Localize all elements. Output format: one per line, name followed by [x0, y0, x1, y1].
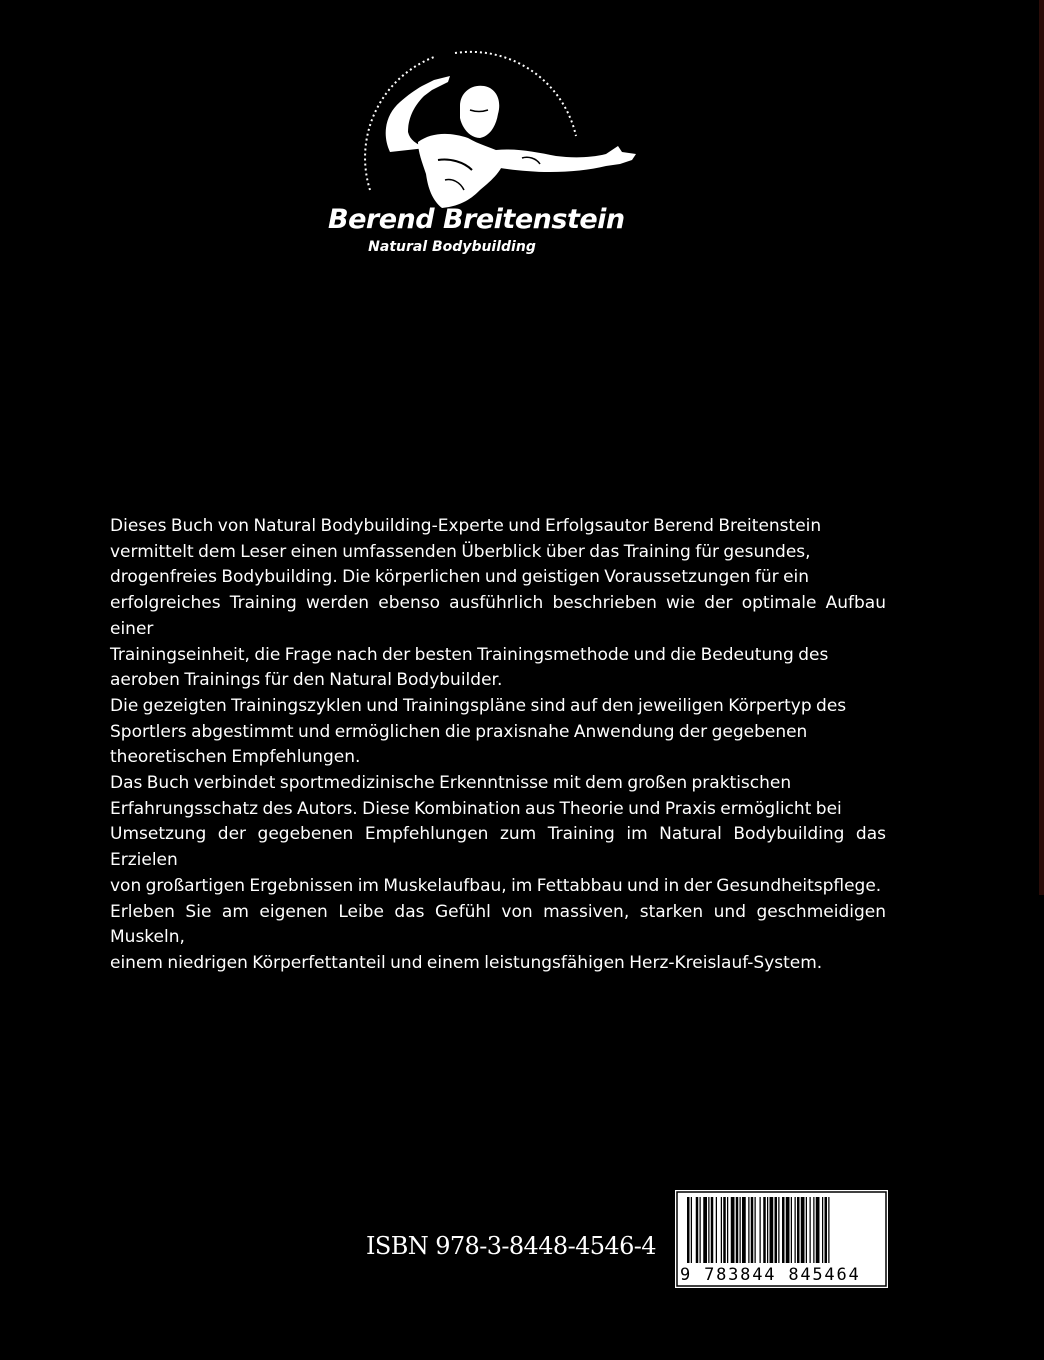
- barcode-bar: [786, 1197, 790, 1263]
- barcode-bar: [723, 1197, 726, 1263]
- barcode-bar: [782, 1197, 785, 1263]
- barcode-bar: [748, 1197, 749, 1263]
- text-line: Die gezeigten Trainingszyklen und Trainingspläne sind auf den jeweiligen Körpertyp des: [110, 695, 847, 716]
- isbn-label: ISBN 978-3-8448-4546-4: [366, 1232, 656, 1260]
- barcode-bar: [696, 1197, 699, 1263]
- barcode-bar: [791, 1197, 792, 1263]
- text-line: theoretischen Empfehlungen.: [110, 747, 361, 768]
- barcode-bar: [760, 1197, 761, 1263]
- book-description: [110, 514, 886, 977]
- barcode-bar: [825, 1197, 828, 1263]
- barcode-bar: [810, 1197, 811, 1263]
- barcode-bar: [687, 1197, 690, 1263]
- barcode-bar: [778, 1197, 779, 1263]
- barcode-bar: [700, 1197, 701, 1263]
- barcode-bar: [795, 1197, 796, 1263]
- barcode-bar: [801, 1197, 805, 1263]
- barcode: [675, 1190, 888, 1288]
- bodybuilder-pose-icon: [300, 40, 640, 270]
- barcode-bar: [767, 1197, 768, 1263]
- barcode-bar: [822, 1197, 823, 1263]
- description-paragraph: [110, 514, 886, 694]
- text-line: Erleben Sie am eigenen Leibe das Gefühl von massiven, starken und geschmeidigen Muskeln,: [110, 901, 886, 948]
- text-line: von großartigen Ergebnissen im Muskelaufbau, im Fettabbau und in der Gesundheitspflege.: [110, 875, 882, 896]
- author-name: Berend Breitenstein: [328, 204, 625, 235]
- barcode-bar: [751, 1197, 754, 1263]
- barcode-bar: [711, 1197, 714, 1263]
- text-line: aeroben Trainings für den Natural Bodybuilder.: [110, 670, 503, 691]
- cover-edge-strip: [1039, 0, 1044, 895]
- text-line: Erfahrungsschatz des Autors. Diese Kombination aus Theorie und Praxis ermöglicht bei: [110, 798, 842, 819]
- text-line: Umsetzung der gegebenen Empfehlungen zum Training im Natural Bodybuilding das Erzielen: [110, 824, 886, 871]
- text-line: Das Buch verbindet sportmedizinische Erkenntnisse mit dem großen praktischen: [110, 773, 792, 794]
- barcode-bar: [816, 1197, 820, 1263]
- barcode-bar: [731, 1197, 735, 1263]
- barcode-bar: [813, 1197, 814, 1263]
- barcode-bar: [775, 1197, 778, 1263]
- author-logo: [300, 40, 640, 270]
- text-line: Dieses Buch von Natural Bodybuilding-Experte und Erfolgsautor Berend Breitenstein: [110, 516, 822, 536]
- barcode-bar: [716, 1197, 717, 1263]
- barcode-bar: [740, 1197, 741, 1263]
- text-line: vermittelt dem Leser einen umfassenden Überblick über das Training für gesundes,: [110, 541, 811, 562]
- barcode-bar: [763, 1197, 766, 1263]
- text-line: drogenfreies Bodybuilding. Die körperlichen und geistigen Voraussetzungen für ein: [110, 567, 810, 588]
- barcode-bar: [806, 1197, 807, 1263]
- barcode-bar: [770, 1197, 774, 1263]
- text-line: Sportlers abgestimmt und ermöglichen die praxisnahe Anwendung der gegebenen: [110, 721, 808, 742]
- barcode-bar: [742, 1197, 746, 1263]
- barcode-bar: [828, 1197, 829, 1263]
- barcode-digits: 9 783844 845464: [680, 1265, 861, 1285]
- barcode-bar: [727, 1197, 728, 1263]
- text-line: erfolgreiches Training werden ebenso ausführlich beschrieben wie der optimale Aufbau einer: [110, 593, 886, 639]
- barcode-bar: [797, 1197, 800, 1263]
- description-paragraph: [110, 771, 886, 977]
- text-line: einem niedrigen Körperfettanteil und einem leistungsfähigen Herz-Kreislauf-System.: [110, 952, 823, 973]
- barcode-bar: [721, 1197, 722, 1263]
- barcode-bar: [691, 1197, 692, 1263]
- brand-subtitle: Natural Bodybuilding: [368, 239, 536, 255]
- barcode-bar: [703, 1197, 707, 1263]
- barcode-bar: [755, 1197, 756, 1263]
- barcode-bar: [736, 1197, 739, 1263]
- text-line: Trainingseinheit, die Frage nach der besten Trainingsmethode und die Bedeutung des: [110, 644, 829, 665]
- description-paragraph: [110, 694, 886, 771]
- barcode-bar: [708, 1197, 709, 1263]
